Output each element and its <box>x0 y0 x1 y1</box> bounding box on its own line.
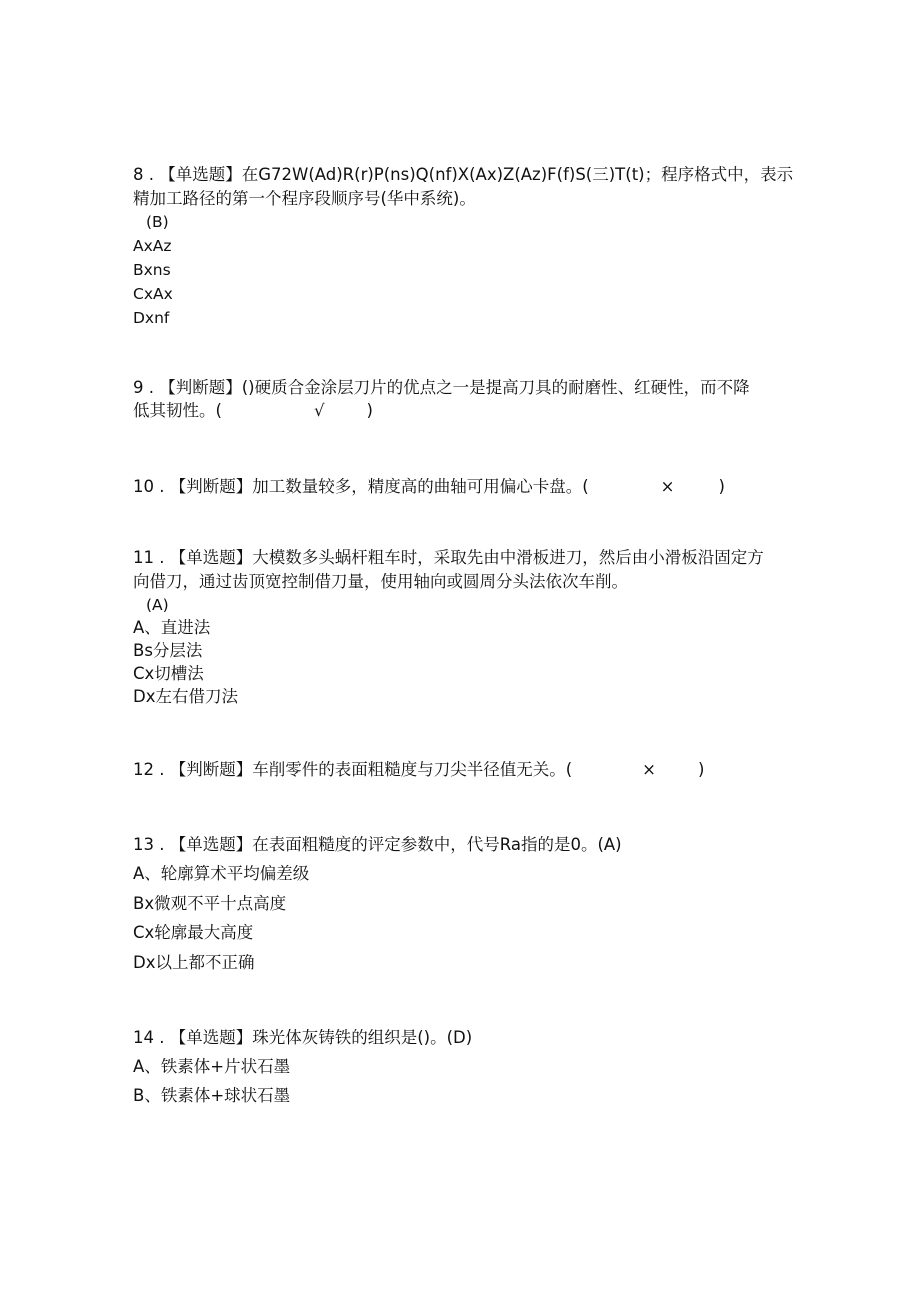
q8-answer: (B) <box>146 213 169 231</box>
q11-stem-line1: 11 . 【单选题】大模数多头蜗杆粗车时，采取先由中滑板进刀，然后由小滑板沿固定方 <box>133 548 764 567</box>
q8-option-d: Dxnf <box>133 309 170 327</box>
q13-stem: 13 . 【单选题】在表面粗糙度的评定参数中，代号Ra指的是0。(A) <box>133 835 622 854</box>
q13-option-c: Cx轮廓最大高度 <box>133 923 254 942</box>
q8-stem-line2: 精加工路径的第一个程序段顺序号(华中系统)。 <box>133 189 476 208</box>
q8-option-b: Bxns <box>133 261 171 279</box>
q10-answer-mark: × <box>660 477 675 496</box>
q10-close-paren: ) <box>718 477 725 496</box>
q8-option-a: AxAz <box>133 237 172 255</box>
q13-option-d: Dx以上都不正确 <box>133 953 255 972</box>
q13-option-a: A、轮廓算术平均偏差级 <box>133 864 310 883</box>
q9-stem-line1: 9 . 【判断题】()硬质合金涂层刀片的优点之一是提高刀具的耐磨性、红硬性，而不降 <box>133 378 750 397</box>
q9-stem-line2 <box>133 401 373 421</box>
q11-option-c: Cx切槽法 <box>133 664 204 683</box>
q10-stem-prefix: 10 . 【判断题】加工数量较多，精度高的曲轴可用偏心卡盘。( <box>133 477 589 496</box>
q9-answer-mark: √ <box>313 401 325 420</box>
q12-close-paren: ) <box>698 760 705 779</box>
q11-answer: (A) <box>146 596 169 614</box>
q13-option-b: Bx微观不平十点高度 <box>133 894 287 913</box>
q14-option-b: B、铁素体+球状石墨 <box>133 1086 291 1105</box>
q10-stem <box>133 477 725 497</box>
q8-stem-line1: 8 . 【单选题】在G72W(Ad)R(r)P(ns)Q(nf)X(Ax)Z(Az)F(f)S(三)T(t)；程序格式中，表示 <box>133 165 794 184</box>
q8-option-c: CxAx <box>133 285 173 303</box>
q9-stem-prefix: 低其韧性。( <box>133 401 222 420</box>
q11-option-a: A、直进法 <box>133 618 211 637</box>
q14-stem: 14 . 【单选题】珠光体灰铸铁的组织是()。(D) <box>133 1028 473 1047</box>
q12-stem <box>133 760 704 780</box>
q11-option-b: Bs分层法 <box>133 641 203 660</box>
q12-stem-prefix: 12 . 【判断题】车削零件的表面粗糙度与刀尖半径值无关。( <box>133 760 573 779</box>
q9-close-paren: ) <box>366 401 373 420</box>
q12-answer-mark: × <box>642 760 656 779</box>
q11-option-d: Dx左右借刀法 <box>133 687 238 706</box>
q14-option-a: A、铁素体+片状石墨 <box>133 1057 291 1076</box>
q11-stem-line2: 向借刀，通过齿顶宽控制借刀量，使用轴向或圆周分头法依次车削。 <box>133 572 628 591</box>
